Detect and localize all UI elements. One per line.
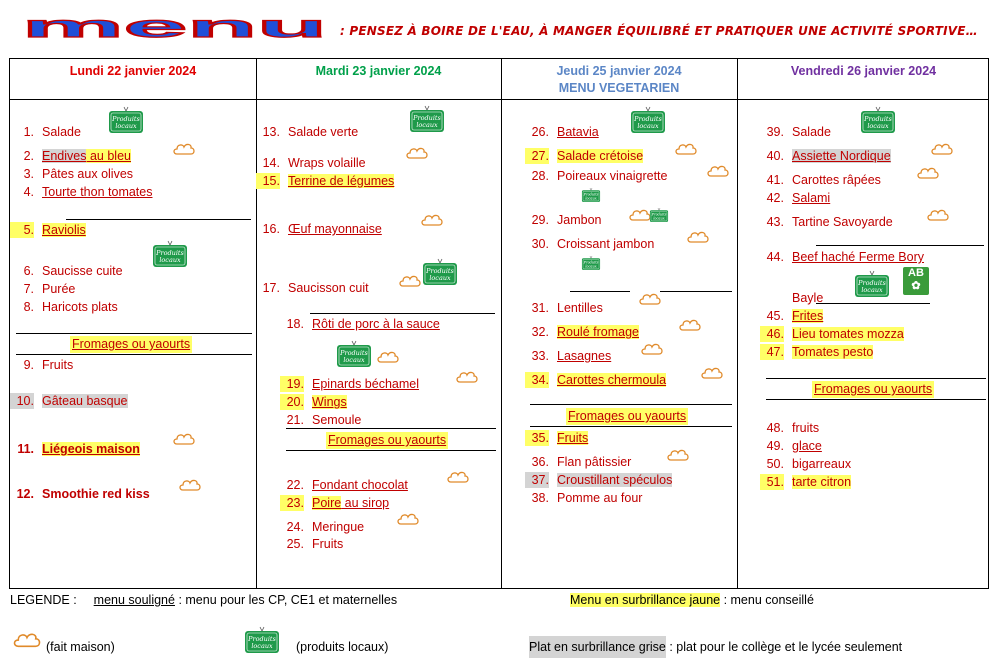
legend-yellow-desc: : menu conseillé bbox=[720, 593, 814, 607]
column-divider bbox=[501, 59, 502, 588]
fait-maison-icon bbox=[396, 511, 420, 527]
menu-item: 46. Lieu tomates mozza bbox=[760, 326, 904, 342]
separator-line bbox=[310, 313, 495, 314]
header-tagline: : PENSEZ À BOIRE DE L'EAU, À MANGER ÉQUILIBRÉ ET PRATIQUER UNE ACTIVITÉ SPORTIVE… bbox=[340, 24, 978, 38]
menu-item: 19. Epinards béchamel bbox=[280, 376, 419, 392]
separator-line bbox=[766, 378, 986, 379]
fait-maison-icon bbox=[420, 212, 444, 228]
separator-line bbox=[570, 291, 630, 292]
produits-locaux-icon bbox=[580, 187, 602, 203]
fait-maison-icon bbox=[398, 273, 422, 289]
day-header-tuesday: Mardi 23 janvier 2024 bbox=[315, 64, 442, 78]
menu-item: 2. Endives au bleu bbox=[23, 149, 131, 163]
menu-item: 30. Croissant jambon bbox=[531, 237, 655, 251]
menu-item: 3. Pâtes aux olives bbox=[23, 167, 134, 181]
menu-item: 14. Wraps volaille bbox=[262, 156, 366, 170]
produits-locaux-icon bbox=[648, 207, 670, 223]
day-header-monday: Lundi 22 janvier 2024 bbox=[69, 64, 197, 78]
cheese-option: Fromages ou yaourts bbox=[568, 409, 687, 423]
separator-line bbox=[530, 426, 732, 427]
separator-line bbox=[766, 399, 986, 400]
fait-maison-icon bbox=[706, 163, 730, 179]
menu-item: 43. Tartine Savoyarde bbox=[766, 215, 893, 229]
produits-locaux-icon bbox=[858, 105, 898, 135]
menu-item: 22. Fondant chocolat bbox=[286, 478, 408, 492]
menu-item: 27. Salade crétoise bbox=[525, 148, 643, 164]
menu-item: 45. Frites bbox=[766, 309, 824, 323]
menu-item: 13. Salade verte bbox=[262, 125, 359, 139]
menu-item: 6. Saucisse cuite bbox=[23, 264, 123, 278]
menu-item: 40. Assiette Nordique bbox=[766, 149, 891, 163]
fait-maison-icon bbox=[405, 145, 429, 161]
produits-locaux-icon bbox=[420, 257, 460, 287]
menu-item: Bayle bbox=[792, 291, 824, 305]
menu-item: 31. Lentilles bbox=[531, 301, 603, 315]
menu-item: 5. Raviolis bbox=[10, 222, 86, 238]
fait-maison-icon bbox=[916, 165, 940, 181]
separator-line bbox=[816, 245, 984, 246]
menu-item: 48. fruits bbox=[766, 421, 820, 435]
separator-line bbox=[530, 404, 732, 405]
menu-item: 35. Fruits bbox=[525, 430, 588, 446]
produits-locaux-icon bbox=[580, 255, 602, 271]
produits-locaux-icon bbox=[852, 269, 892, 299]
menu-item: 20. Wings bbox=[280, 394, 347, 410]
agriculture-biologique-icon: AB ✿ bbox=[903, 267, 929, 295]
menu-item: 1. Salade bbox=[23, 125, 81, 139]
menu-item: 47. Tomates pesto bbox=[760, 344, 873, 360]
menu-item: 25. Fruits bbox=[286, 537, 344, 551]
menu-item: 29. Jambon bbox=[531, 213, 602, 227]
menu-item: 51. tarte citron bbox=[760, 474, 851, 490]
produits-locaux-icon bbox=[407, 104, 447, 134]
fait-maison-icon bbox=[455, 369, 479, 385]
menu-item: 33. Lasagnes bbox=[531, 349, 612, 363]
legend-produits-locaux: (produits locaux) bbox=[296, 640, 389, 654]
fait-maison-icon bbox=[172, 431, 196, 447]
menu-item: 8. Haricots plats bbox=[23, 300, 118, 314]
legend-yellow bbox=[570, 593, 814, 607]
menu-item: 41. Carottes râpées bbox=[766, 173, 881, 187]
menu-table bbox=[9, 58, 989, 589]
day-header-thursday: Jeudi 25 janvier 2024 bbox=[556, 64, 682, 78]
produits-locaux-icon bbox=[628, 105, 668, 135]
menu-item: 9. Fruits bbox=[23, 358, 74, 372]
fait-maison-icon bbox=[678, 317, 702, 333]
menu-item: 17. Saucisson cuit bbox=[262, 281, 369, 295]
menu-logo bbox=[20, 8, 335, 42]
separator-line bbox=[816, 303, 930, 304]
fait-maison-icon bbox=[178, 477, 202, 493]
menu-item: 28. Poireaux vinaigrette bbox=[531, 169, 668, 183]
menu-item: 4. Tourte thon tomates bbox=[23, 185, 153, 199]
menu-item: 10. Gâteau basque bbox=[10, 393, 128, 409]
menu-item: 18. Rôti de porc à la sauce bbox=[286, 317, 440, 331]
legend-grey bbox=[529, 640, 902, 654]
legend-underline-desc: : menu pour les CP, CE1 et maternelles bbox=[174, 593, 398, 607]
menu-item: 49. glace bbox=[766, 439, 822, 453]
fait-maison-icon bbox=[686, 229, 710, 245]
legend-fait-maison: (fait maison) bbox=[46, 640, 115, 654]
produits-locaux-icon bbox=[334, 339, 374, 369]
cheese-option: Fromages ou yaourts bbox=[328, 433, 447, 447]
menu-item: 15. Terrine de légumes bbox=[256, 173, 394, 189]
separator-line bbox=[286, 428, 496, 429]
menu-item: 16. Œuf mayonnaise bbox=[262, 222, 382, 236]
separator-line bbox=[286, 450, 496, 451]
menu-item: 50. bigarreaux bbox=[766, 457, 852, 471]
menu-item: 44. Beef haché Ferme Bory bbox=[766, 250, 925, 264]
fait-maison-icon bbox=[700, 365, 724, 381]
day-header-friday: Vendredi 26 janvier 2024 bbox=[790, 64, 937, 78]
cheese-option: Fromages ou yaourts bbox=[72, 337, 191, 351]
fait-maison-icon bbox=[446, 469, 470, 485]
fait-maison-icon bbox=[12, 630, 42, 650]
fait-maison-icon bbox=[930, 141, 954, 157]
menu-item: 34. Carottes chermoula bbox=[525, 372, 666, 388]
legend-underline-key: menu souligné bbox=[93, 593, 175, 607]
separator-line bbox=[16, 354, 252, 355]
day-subtitle-vegetarian: MENU VEGETARIEN bbox=[558, 81, 680, 95]
fait-maison-icon bbox=[666, 447, 690, 463]
separator-line bbox=[660, 291, 732, 292]
separator-line bbox=[66, 219, 251, 220]
fait-maison-icon bbox=[674, 141, 698, 157]
menu-item: 37. Croustillant spéculos bbox=[525, 472, 672, 488]
produits-locaux-icon bbox=[242, 625, 282, 655]
menu-item: 26. Batavia bbox=[531, 125, 599, 139]
menu-item: 11. Liégeois maison bbox=[17, 442, 140, 456]
legend-grey-desc: : plat pour le collège et le lycée seulement bbox=[665, 640, 903, 654]
fait-maison-icon bbox=[638, 291, 662, 307]
fait-maison-icon bbox=[172, 141, 196, 157]
cheese-option: Fromages ou yaourts bbox=[814, 382, 933, 396]
menu-item: 42. Salami bbox=[766, 191, 831, 205]
menu-item: 24. Meringue bbox=[286, 520, 365, 534]
menu-logo-text: menu bbox=[22, 9, 327, 42]
column-divider bbox=[737, 59, 738, 588]
fait-maison-icon bbox=[376, 349, 400, 365]
menu-item: 23. Poire au sirop bbox=[280, 495, 389, 511]
legend-row-1 bbox=[10, 593, 397, 607]
menu-item: 7. Purée bbox=[23, 282, 76, 296]
produits-locaux-icon bbox=[106, 105, 146, 135]
legend-yellow-key: Menu en surbrillance jaune bbox=[570, 593, 721, 607]
legend-title: LEGENDE : bbox=[10, 593, 77, 607]
separator-line bbox=[16, 333, 252, 334]
legend-grey-key: Plat en surbrillance grise bbox=[529, 636, 666, 658]
menu-item: 21. Semoule bbox=[286, 413, 362, 427]
fait-maison-icon bbox=[640, 341, 664, 357]
menu-item: 39. Salade bbox=[766, 125, 831, 139]
menu-item: 38. Pomme au four bbox=[531, 491, 643, 505]
menu-item: 12. Smoothie red kiss bbox=[16, 487, 150, 501]
produits-locaux-icon bbox=[150, 239, 190, 269]
menu-item: 32. Roulé fromage bbox=[531, 325, 639, 339]
fait-maison-icon bbox=[926, 207, 950, 223]
header-row-divider bbox=[10, 99, 988, 100]
menu-item: 36. Flan pâtissier bbox=[531, 455, 632, 469]
